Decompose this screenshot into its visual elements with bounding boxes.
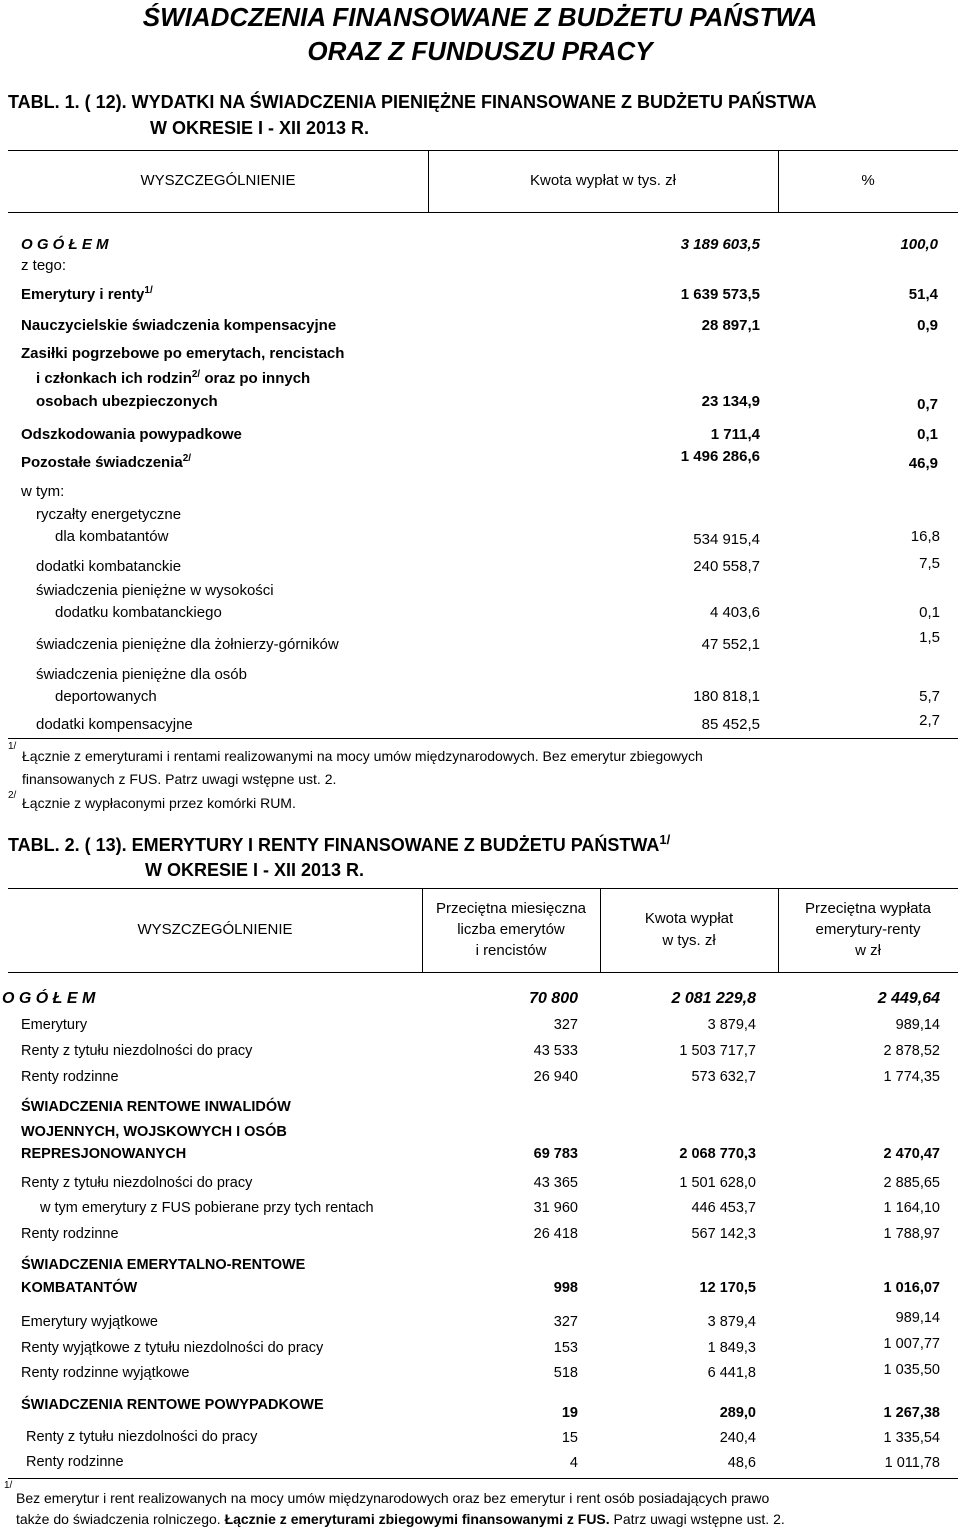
t2-row14-amount: 48,6 (727, 1455, 756, 1471)
table2-header-divider-2 (600, 888, 601, 972)
t2-row4-label2: WOJENNYCH, WOJSKOWYCH I OSÓB (21, 1124, 287, 1140)
t1-ryczalty-line2: dla kombatantów (55, 528, 169, 545)
t2-row12-amount: 289,0 (719, 1405, 756, 1421)
t1-swiad-wys-line2: dodatku kombatanckiego (55, 604, 222, 621)
t1-ryczalty-amount: 534 915,4 (693, 531, 760, 548)
t2-row4-label1: ŚWIADCZENIA RENTOWE INWALIDÓW (21, 1099, 291, 1115)
t2-row6-amount: 446 453,7 (691, 1200, 756, 1216)
t1-pozostale-amount: 1 496 286,6 (680, 448, 760, 465)
t1-footnote2-line1: Łącznie z wypłaconymi przez komórki RUM. (22, 795, 296, 811)
t2-row9-avg: 989,14 (895, 1310, 940, 1326)
t1-emerytury-amount: 1 639 573,5 (680, 286, 760, 303)
t1-swiad-wys-line1: świadczenia pieniężne w wysokości (36, 582, 274, 599)
t1-kompens-label: dodatki kompensacyjne (36, 716, 193, 733)
main-title-line2: ORAZ Z FUNDUSZU PRACY (307, 36, 653, 66)
t2-row14-count: 4 (569, 1455, 578, 1471)
t2-row3-amount: 573 632,7 (691, 1069, 756, 1085)
t1-nauczyciel-pct: 0,9 (917, 317, 938, 334)
t2-row0-count: 70 800 (529, 990, 578, 1007)
t1-zasilki-line1: Zasiłki pogrzebowe po emerytach, rencistach (21, 345, 345, 362)
t1-ryczalty-pct: 16,8 (910, 528, 940, 545)
t2-row4-count: 69 783 (533, 1146, 578, 1162)
t1-emerytury-sup: 1/ (144, 285, 153, 296)
t2-row5-avg: 2 885,65 (883, 1175, 940, 1191)
table2-header-count-l1: Przeciętna miesięczna (435, 900, 587, 917)
table1-header-desc: WYSZCZEGÓLNIENIE (140, 172, 296, 189)
t1-osob-pct: 5,7 (919, 688, 940, 705)
table2-header-top-rule (8, 888, 958, 889)
table1-header-amount: Kwota wypłat w tys. zł (530, 172, 676, 189)
t2-row5-amount: 1 501 628,0 (679, 1175, 756, 1191)
table2-title-line1 (8, 832, 671, 856)
t2-row10-count: 153 (553, 1340, 578, 1356)
t2-row0-label: O G Ó Ł E M (2, 990, 96, 1007)
t2-footnote-line2 (16, 1511, 785, 1527)
t2-row14-label: Renty rodzinne (26, 1454, 124, 1470)
t1-osob-line2: deportowanych (55, 688, 157, 705)
t1-zasilki-sup: 2/ (191, 369, 201, 380)
t2-row3-label: Renty rodzinne (21, 1069, 119, 1085)
t2-row11-amount: 6 441,8 (707, 1365, 756, 1381)
t2-row2-avg: 2 878,52 (883, 1043, 940, 1059)
t2-footnote-line2a: także do świadczenia rolniczego. (16, 1511, 225, 1527)
t1-swiad-wys-amount: 4 403,6 (709, 604, 760, 621)
t2-row9-count: 327 (553, 1314, 578, 1330)
table1-header-pct: % (861, 172, 875, 189)
t2-row8-label2: KOMBATANTÓW (21, 1280, 138, 1296)
t2-row7-label: Renty rodzinne (21, 1226, 119, 1242)
t2-row4-amount: 2 068 770,3 (679, 1146, 756, 1162)
t1-dodatki-pct: 7,5 (919, 555, 940, 572)
table2-header-desc: WYSZCZEGÓLNIENIE (137, 921, 293, 938)
t1-emerytury-label (21, 286, 153, 303)
table2-header-count-l3: i rencistów (475, 942, 547, 959)
t2-footnote-line2c: Patrz uwagi wstępne ust. 2. (609, 1511, 785, 1527)
table1-header-top-rule (8, 150, 958, 151)
table1-header-bottom-rule (8, 212, 958, 213)
t2-row13-avg: 1 335,54 (883, 1430, 940, 1446)
t2-footnote-line1: Bez emerytur i rent realizowanych na mocy umów międzynarodowych oraz bez emerytur i rent osób posiadających prawo (16, 1490, 770, 1506)
t2-footnote-mark: 1/ (4, 1480, 13, 1491)
t1-odszk-label: Odszkodowania powypadkowe (21, 426, 242, 443)
t2-row6-avg: 1 164,10 (883, 1200, 940, 1216)
t1-footnote1-line2: finansowanych z FUS. Patrz uwagi wstępne ust. 2. (22, 771, 337, 787)
table2-header-avg-l2: emerytury-renty (815, 921, 921, 938)
t2-row12-label: ŚWIADCZENIA RENTOWE POWYPADKOWE (21, 1397, 324, 1413)
t2-row14-avg: 1 011,78 (884, 1455, 940, 1471)
t2-footnote-line2b: Łącznie z emeryturami zbiegowymi finansowanymi z FUS. (224, 1511, 610, 1527)
t2-row11-avg: 1 035,50 (883, 1362, 940, 1378)
t1-ryczalty-line1: ryczałty energetyczne (36, 506, 182, 523)
t2-row9-amount: 3 879,4 (707, 1314, 756, 1330)
t2-row5-label: Renty z tytułu niezdolności do pracy (21, 1175, 253, 1191)
t2-row8-amount: 12 170,5 (699, 1280, 756, 1296)
table2-header-bottom-rule (8, 972, 958, 973)
t2-row8-avg: 1 016,07 (883, 1280, 940, 1296)
t1-zolnierze-amount: 47 552,1 (701, 636, 760, 653)
t1-footnote1-mark: 1/ (8, 741, 17, 752)
t2-row8-count: 998 (553, 1280, 578, 1296)
t1-nauczyciel-label: Nauczycielskie świadczenia kompensacyjne (21, 317, 337, 334)
table2-header-amount-l1: Kwota wypłat (644, 910, 734, 927)
t1-odszk-pct: 0,1 (917, 426, 938, 443)
t2-row13-label: Renty z tytułu niezdolności do pracy (26, 1429, 258, 1445)
t2-row4-avg: 2 470,47 (883, 1146, 940, 1162)
table2-title-text: TABL. 2. ( 13). EMERYTURY I RENTY FINANSOWANE Z BUDŻETU PAŃSTWA (8, 835, 660, 855)
table1-bottom-rule (8, 738, 958, 739)
table2-header-avg-l3: w zł (855, 942, 881, 959)
t2-row0-amount: 2 081 229,8 (671, 990, 756, 1007)
t1-zasilki-line2 (36, 370, 310, 387)
t2-row4-label3: REPRESJONOWANYCH (21, 1146, 187, 1162)
t2-row7-avg: 1 788,97 (883, 1226, 940, 1242)
t1-osob-line1: świadczenia pieniężne dla osób (36, 666, 247, 683)
t1-osob-amount: 180 818,1 (693, 688, 760, 705)
t1-total-amount: 3 189 603,5 (680, 236, 760, 253)
t2-row1-avg: 989,14 (895, 1017, 940, 1033)
t2-row1-count: 327 (553, 1017, 578, 1033)
t2-row6-label: w tym emerytury z FUS pobierane przy tych rentach (40, 1200, 374, 1216)
t1-nauczyciel-amount: 28 897,1 (701, 317, 760, 334)
t1-emerytury-text: Emerytury i renty (21, 286, 145, 303)
t2-row13-amount: 240,4 (719, 1430, 756, 1446)
main-title-line1: ŚWIADCZENIA FINANSOWANE Z BUDŻETU PAŃSTWA (142, 2, 818, 32)
t1-emerytury-pct: 51,4 (908, 286, 938, 303)
t2-row13-count: 15 (561, 1430, 578, 1446)
t1-kompens-amount: 85 452,5 (701, 716, 760, 733)
t2-row10-amount: 1 849,3 (707, 1340, 756, 1356)
t2-row11-count: 518 (553, 1365, 578, 1381)
t2-row0-avg: 2 449,64 (877, 990, 940, 1007)
t2-row7-amount: 567 142,3 (691, 1226, 756, 1242)
t2-row10-label: Renty wyjątkowe z tytułu niezdolności do pracy (21, 1340, 324, 1356)
t1-footnote2-mark: 2/ (8, 790, 17, 801)
t2-row2-amount: 1 503 717,7 (679, 1043, 756, 1059)
t1-z-tego: z tego: (21, 257, 67, 274)
t1-kompens-pct: 2,7 (919, 712, 940, 729)
t1-total-pct: 100,0 (900, 236, 938, 253)
t1-total-label: O G Ó Ł E M (21, 236, 109, 253)
t2-row3-avg: 1 774,35 (883, 1069, 940, 1085)
t1-zasilki-pct: 0,7 (917, 396, 938, 413)
t1-footnote1-line1: Łącznie z emeryturami i rentami realizowanymi na mocy umów międzynarodowych. Bez emerytur zbiegowych (22, 748, 703, 764)
table2-title-sup: 1/ (659, 832, 671, 847)
t1-swiad-wys-pct: 0,1 (919, 604, 940, 621)
t1-dodatki-label: dodatki kombatanckie (36, 558, 182, 575)
table1-title-line1: TABL. 1. ( 12). WYDATKI NA ŚWIADCZENIA PIENIĘŻNE FINANSOWANE Z BUDŻETU PAŃSTWA (8, 92, 817, 112)
table2-title-line2: W OKRESIE I - XII 2013 R. (145, 860, 365, 880)
t1-zolnierze-label: świadczenia pieniężne dla żołnierzy-górników (36, 636, 339, 653)
t2-row2-count: 43 533 (533, 1043, 578, 1059)
t2-row12-avg: 1 267,38 (883, 1405, 940, 1421)
t2-row2-label: Renty z tytułu niezdolności do pracy (21, 1043, 253, 1059)
t2-row1-label: Emerytury (21, 1017, 88, 1033)
t1-pozostale-text: Pozostałe świadczenia (21, 454, 183, 471)
t2-row9-label: Emerytury wyjątkowe (21, 1314, 158, 1330)
t1-zasilki-line2a: i członkach ich rodzin (36, 370, 192, 387)
t2-row11-label: Renty rodzinne wyjątkowe (21, 1365, 190, 1381)
t2-row1-amount: 3 879,4 (707, 1017, 756, 1033)
t1-dodatki-amount: 240 558,7 (693, 558, 760, 575)
t2-row3-count: 26 940 (533, 1069, 578, 1085)
t1-zasilki-amount: 23 134,9 (701, 393, 760, 410)
t2-row8-label1: ŚWIADCZENIA EMERYTALNO-RENTOWE (21, 1257, 306, 1273)
t1-odszk-amount: 1 711,4 (710, 426, 760, 443)
t2-row6-count: 31 960 (533, 1200, 578, 1216)
table2-header-count-l2: liczba emerytów (457, 921, 565, 938)
table2-header-amount-l2: w tys. zł (662, 932, 716, 949)
t1-pozostale-pct: 46,9 (908, 455, 938, 472)
t1-zasilki-line3: osobach ubezpieczonych (36, 393, 218, 410)
t2-row12-count: 19 (561, 1405, 578, 1421)
t1-pozostale-label (21, 454, 191, 471)
t1-pozostale-sup: 2/ (182, 453, 192, 464)
table1-title-line2: W OKRESIE I - XII 2013 R. (150, 118, 370, 138)
table2-header-avg-l1: Przeciętna wypłata (805, 900, 931, 917)
table2-bottom-rule (8, 1478, 958, 1479)
t2-row7-count: 26 418 (533, 1226, 578, 1242)
t1-w-tym: w tym: (21, 483, 65, 500)
t2-row5-count: 43 365 (533, 1175, 578, 1191)
t1-zolnierze-pct: 1,5 (919, 629, 940, 646)
t2-row10-avg: 1 007,77 (883, 1336, 940, 1352)
t1-zasilki-line2b: oraz po innych (200, 370, 311, 387)
